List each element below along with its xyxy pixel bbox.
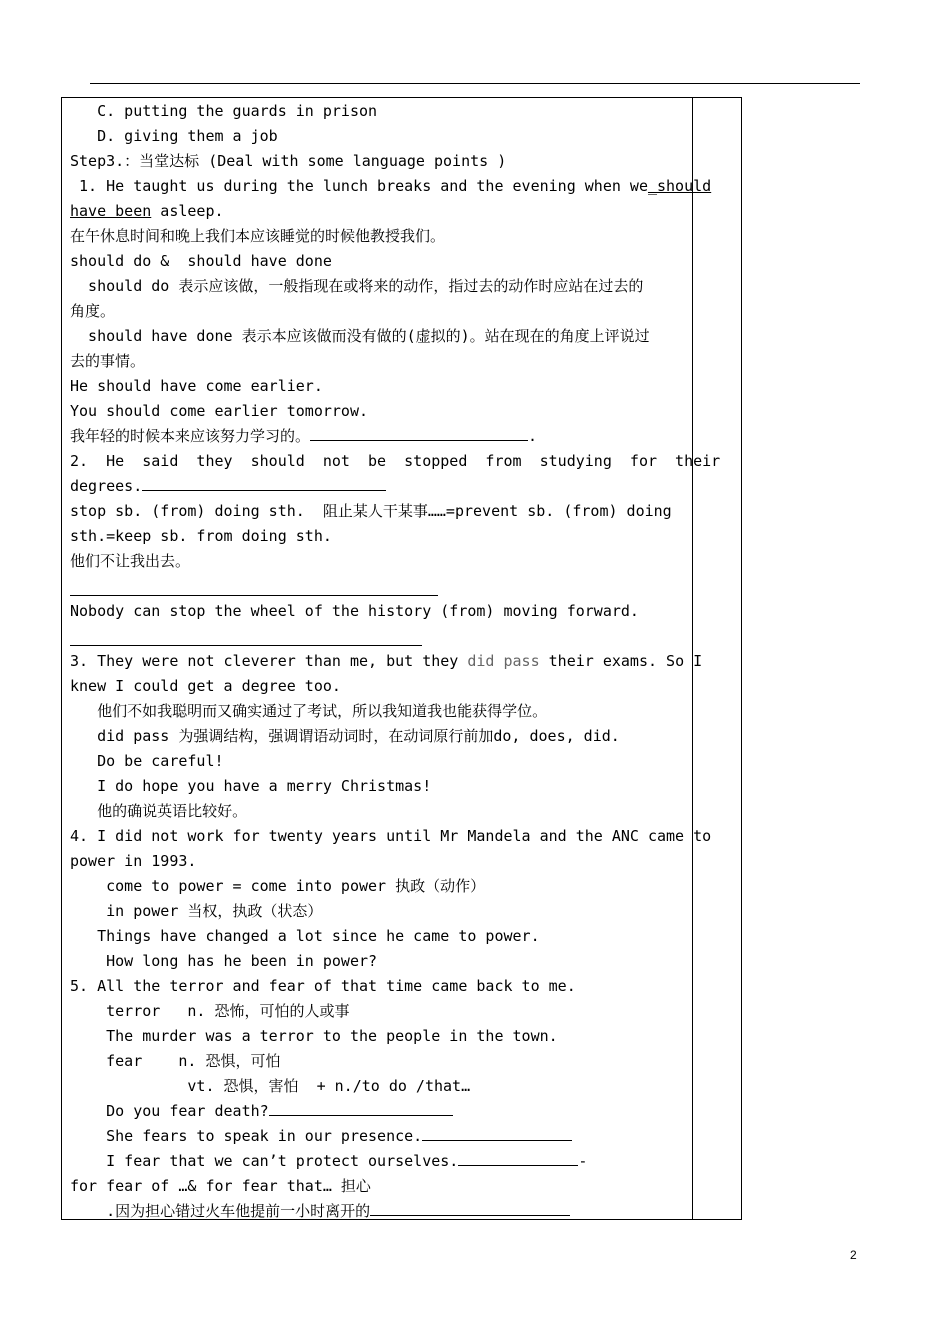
option-d: D. giving them a job [97, 127, 278, 145]
point1-sentence-cont: have been asleep. [70, 202, 224, 220]
point1-explain-a: should do 表示应该做，一般指现在或将来的动作，指过去的动作时应站在过去的 [70, 277, 644, 295]
point4-example-1: Things have changed a lot since he came to power. [70, 927, 540, 945]
option-c: C. putting the guards in prison [97, 102, 378, 120]
step3-heading: Step3.：当堂达标 (Deal with some language points ) [70, 152, 507, 170]
point5-fear-noun: fear n. 恐惧，可怕 [70, 1052, 281, 1070]
point1-example-1: He should have come earlier. [70, 377, 323, 395]
page-number: 2 [850, 1248, 857, 1262]
point1-example-2: You should come earlier tomorrow. [70, 402, 369, 420]
answer-blank [142, 490, 386, 491]
point2-sentence-cont: degrees. [70, 474, 684, 499]
point4-phrase-1: come to power = come into power 执政（动作） [70, 877, 486, 895]
point4-example-2: How long has he been in power? [70, 952, 378, 970]
point4-sentence-cont: power in 1993. [70, 852, 197, 870]
point5-phrase: for fear of …& for fear that… 担心 [70, 1177, 371, 1195]
point2-phrase-cont: sth.=keep sb. from doing sth. [70, 527, 332, 545]
point5-exercise-2: She fears to speak in our presence. [70, 1124, 684, 1149]
point3-translation: 他们不如我聪明而又确实通过了考试，所以我知道我也能获得学位。 [70, 702, 548, 720]
point2-exercise-1: 他们不让我出去。 [70, 552, 191, 570]
point1-exercise: 我年轻的时候本来应该努力学习的。 . [70, 427, 538, 445]
point1-explain-a-cont: 角度。 [70, 302, 116, 320]
point4-sentence: 4. I did not work for twenty years until Mr Mandela and the ANC came to [70, 827, 712, 845]
answer-blank [269, 1115, 453, 1116]
point1-explain-b-cont: 去的事情。 [70, 352, 146, 370]
header-rule [90, 83, 860, 84]
point4-phrase-2: in power 当权，执政（状态） [70, 902, 323, 920]
point1-translation: 在午休息时间和晚上我们本应该睡觉的时候他教授我们。 [70, 227, 446, 245]
point5-exercise-1: Do you fear death? [70, 1099, 684, 1124]
point2-phrase: stop sb. (from) doing sth. 阻止某人干某事……=prevent sb. (from) doing [70, 502, 672, 520]
point5-exercise-4: .因为担心错过火车他提前一小时离开的 [70, 1199, 684, 1224]
point3-sentence-cont: knew I could get a degree too. [70, 677, 341, 695]
point2-exercise-2: Nobody can stop the wheel of the history (from) moving forward. [70, 602, 639, 620]
point1-sentence: 1. He taught us during the lunch breaks and the evening when we_should [70, 177, 712, 195]
point5-exercise-3: I fear that we can’t protect ourselves. - [70, 1152, 588, 1170]
answer-line [70, 624, 684, 649]
point3-example-1: Do be careful! [70, 752, 224, 770]
worksheet-content [70, 99, 721, 1224]
answer-blank [370, 1215, 570, 1216]
answer-blank [422, 1140, 572, 1141]
point3-example-2: I do hope you have a merry Christmas! [70, 777, 432, 795]
point3-sentence: 3. They were not cleverer than me, but they did pass their exams. So I [70, 652, 703, 670]
point5-fear-verb: vt. 恐惧，害怕 + n./to do /that… [70, 1077, 471, 1095]
answer-line [70, 574, 684, 599]
point5-terror-def: terror n. 恐怖，可怕的人或事 [70, 1002, 350, 1020]
answer-blank [458, 1165, 578, 1166]
point3-exercise: 他的确说英语比较好。 [70, 802, 248, 820]
point1-compare-title: should do & should have done [70, 252, 332, 270]
point2-sentence: 2. He said they should not be stopped from studying for their [70, 452, 721, 470]
point3-explain: did pass 为强调结构，强调谓语动词时，在动词原行前加do, does, did. [70, 727, 620, 745]
point5-sentence: 5. All the terror and fear of that time came back to me. [70, 977, 576, 995]
point1-explain-b: should have done 表示本应该做而没有做的(虚拟的)。站在现在的角度上评说过 [70, 327, 650, 345]
answer-blank [310, 440, 528, 441]
point5-terror-example: The murder was a terror to the people in the town. [70, 1027, 558, 1045]
